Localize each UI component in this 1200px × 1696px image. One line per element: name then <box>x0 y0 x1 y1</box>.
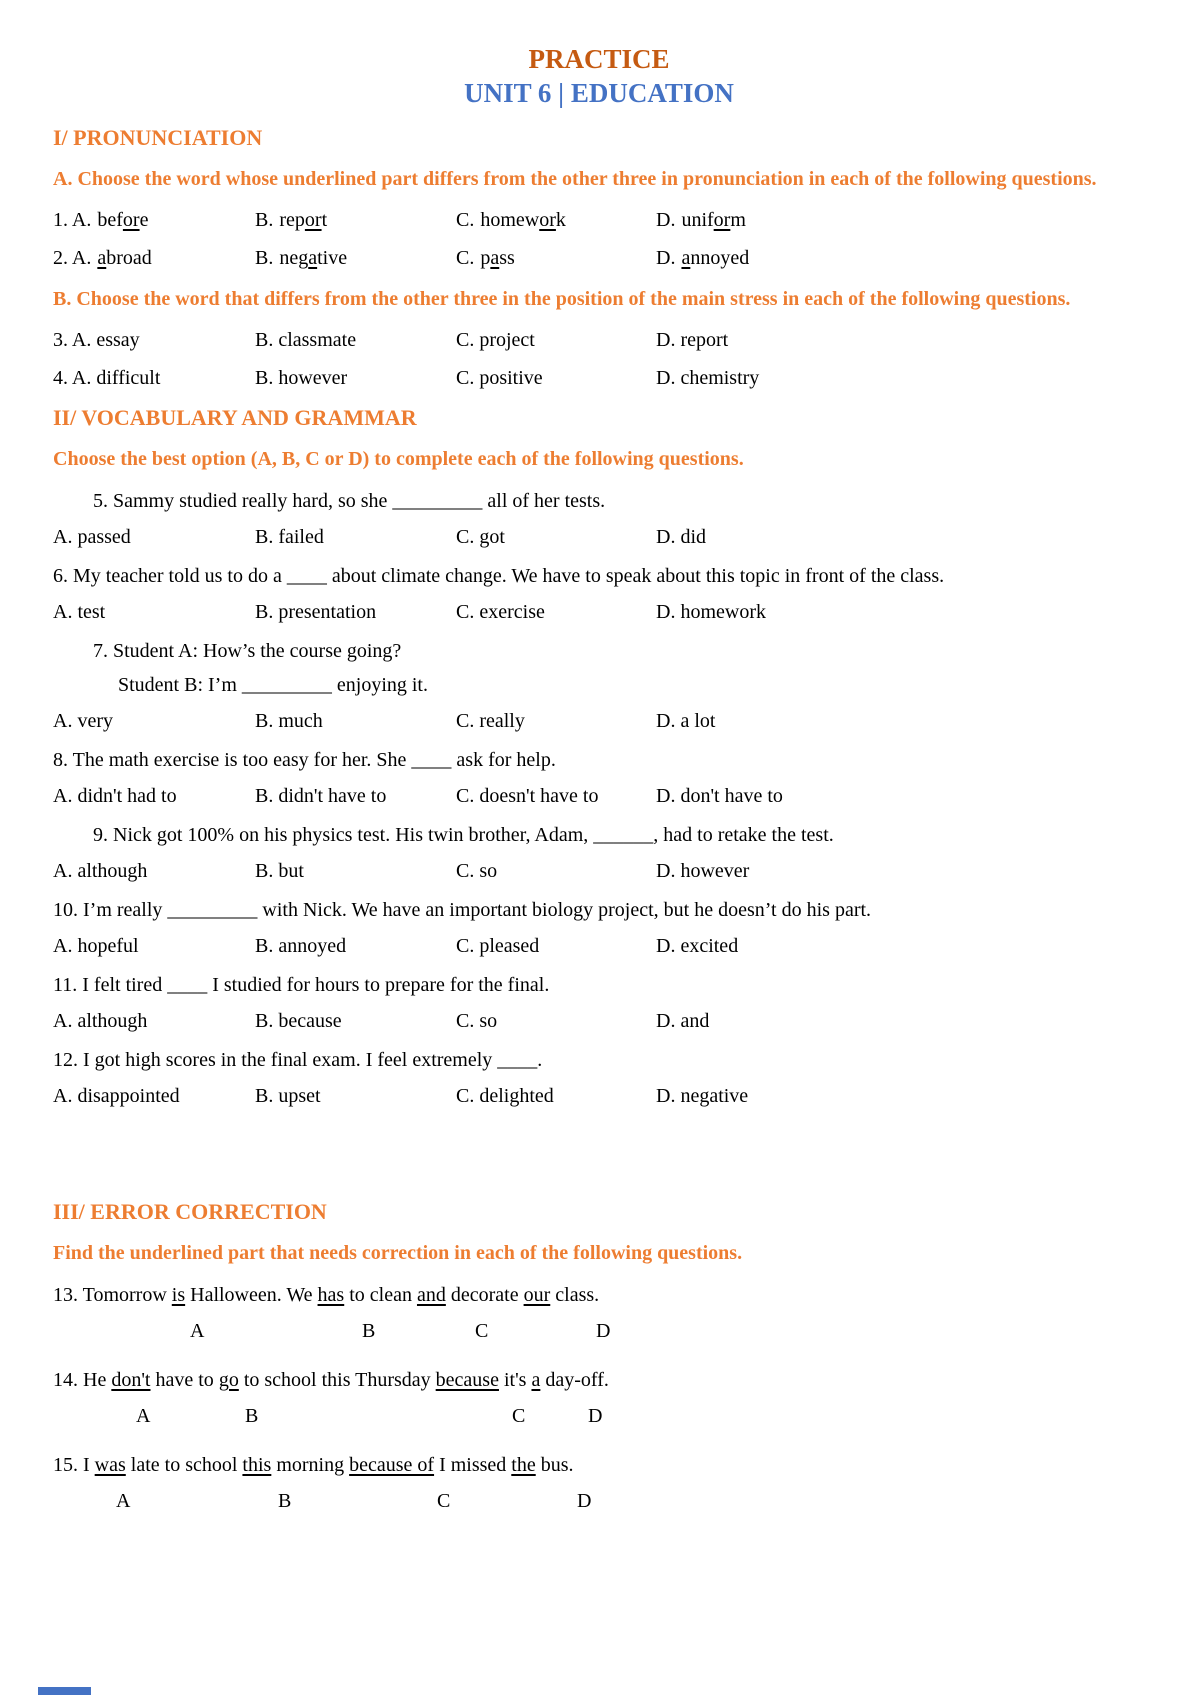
q15-letter-b: B <box>278 1490 292 1512</box>
word: uniform <box>681 209 746 231</box>
q11-option-d: D. and <box>656 1010 710 1032</box>
q5-option-d: D. did <box>656 526 706 548</box>
question-10-options <box>53 935 1145 957</box>
question-8-stem: 8. The math exercise is too easy for her. She ____ ask for help. <box>53 749 556 771</box>
q10-option-c: C. pleased <box>456 935 540 957</box>
q2-option-b <box>255 247 456 269</box>
q2-option-d <box>656 247 1145 269</box>
q13-letter-c: C <box>475 1320 489 1342</box>
question-11-options <box>53 1010 1145 1032</box>
q13-letter-a: A <box>190 1320 205 1342</box>
question-5-options <box>53 526 1145 548</box>
option-label: 1. A. <box>53 209 92 231</box>
instruction-vocabulary: Choose the best option (A, B, C or D) to complete each of the following questions. <box>53 448 744 470</box>
option-label: B. <box>255 209 274 231</box>
q1-option-d <box>656 209 1145 231</box>
q11-option-c: C. so <box>456 1010 498 1032</box>
question-1-row <box>53 209 1145 231</box>
option-label: D. <box>656 247 676 269</box>
question-7-options <box>53 710 1145 732</box>
q10-option-b: B. annoyed <box>255 935 347 957</box>
underlined-word: don't <box>111 1369 151 1391</box>
q5-option-c: C. got <box>456 526 505 548</box>
underlined-part: or <box>539 209 556 231</box>
q5-option-a: A. passed <box>53 526 131 548</box>
question-13-letters <box>53 1320 1145 1344</box>
underlined-word: this <box>242 1454 272 1476</box>
q9-option-a: A. although <box>53 860 148 882</box>
question-14-letters <box>53 1405 1145 1429</box>
q4-option-c: C. positive <box>456 367 543 389</box>
q13-letter-b: B <box>362 1320 376 1342</box>
question-5-stem: 5. Sammy studied really hard, so she _________ all of her tests. <box>93 490 606 512</box>
q14-letter-c: C <box>512 1405 526 1427</box>
q15-letter-c: C <box>437 1490 451 1512</box>
underlined-word: our <box>523 1284 551 1306</box>
q13-letter-d: D <box>596 1320 611 1342</box>
option-label: D. <box>656 209 676 231</box>
q8-option-c: C. doesn't have to <box>456 785 599 807</box>
page-subtitle: UNIT 6 | EDUCATION <box>464 78 734 108</box>
option-label: B. <box>255 247 274 269</box>
q3-option-c: C. project <box>456 329 535 351</box>
underlined-word: is <box>171 1284 186 1306</box>
underlined-part: or <box>713 209 731 231</box>
q7-option-d: D. a lot <box>656 710 716 732</box>
q4-option-b: B. however <box>255 367 348 389</box>
option-label: C. <box>456 209 475 231</box>
q14-letter-a: A <box>136 1405 151 1427</box>
word: abroad <box>97 247 152 269</box>
q15-letter-a: A <box>116 1490 131 1512</box>
underlined-part: a <box>490 247 500 269</box>
instruction-pronunciation-b: B. Choose the word that differs from the other three in the position of the main stress in each of the following questions. <box>53 288 1071 310</box>
question-4-row <box>53 367 1145 389</box>
q6-option-b: B. presentation <box>255 601 377 623</box>
q3-option-d: D. report <box>656 329 729 351</box>
underlined-word: go <box>218 1369 239 1391</box>
question-13-sentence: 13. Tomorrow is Halloween. We has to clean and decorate our class. <box>53 1284 600 1306</box>
q11-option-b: B. because <box>255 1010 342 1032</box>
q11-option-a: A. although <box>53 1010 148 1032</box>
section-1-heading: I/ PRONUNCIATION <box>53 125 263 150</box>
q6-option-d: D. homework <box>656 601 766 623</box>
question-9-stem: 9. Nick got 100% on his physics test. His twin brother, Adam, ______, had to retake the test. <box>93 824 834 846</box>
q14-letter-b: B <box>245 1405 259 1427</box>
word: negative <box>279 247 348 269</box>
q12-option-b: B. upset <box>255 1085 321 1107</box>
word: annoyed <box>681 247 750 269</box>
question-15-letters <box>53 1490 1145 1514</box>
section-3-heading: III/ ERROR CORRECTION <box>53 1199 327 1224</box>
q12-option-d: D. negative <box>656 1085 749 1107</box>
q8-option-a: A. didn't had to <box>53 785 177 807</box>
instruction-pronunciation-a: A. Choose the word whose underlined part differs from the other three in pronunciation in each of the following questions. <box>53 168 1097 190</box>
q10-option-d: D. excited <box>656 935 739 957</box>
option-label: 2. A. <box>53 247 92 269</box>
word: report <box>279 209 328 231</box>
question-7-stem-line1: 7. Student A: How’s the course going? <box>93 640 402 662</box>
q9-option-b: B. but <box>255 860 304 882</box>
q2-option-a <box>53 247 255 269</box>
underlined-part: a <box>97 247 107 269</box>
question-11-stem: 11. I felt tired ____ I studied for hours to prepare for the final. <box>53 974 550 996</box>
q4-option-a: 4. A. difficult <box>53 367 161 389</box>
underlined-word: was <box>94 1454 126 1476</box>
q2-option-c <box>456 247 656 269</box>
q5-option-b: B. failed <box>255 526 324 548</box>
q8-option-d: D. don't have to <box>656 785 783 807</box>
underlined-word: a <box>531 1369 541 1391</box>
question-6-stem: 6. My teacher told us to do a ____ about climate change. We have to speak about this topic in front of the class. <box>53 565 945 587</box>
underlined-word: and <box>416 1284 446 1306</box>
underlined-word: the <box>511 1454 536 1476</box>
section-2-heading: II/ VOCABULARY AND GRAMMAR <box>53 405 417 430</box>
question-7-stem-line2: Student B: I’m _________ enjoying it. <box>118 674 428 696</box>
q7-option-c: C. really <box>456 710 525 732</box>
blue-bar-decoration <box>38 1687 91 1695</box>
q6-option-a: A. test <box>53 601 106 623</box>
underlined-word: has <box>317 1284 345 1306</box>
word: before <box>97 209 149 231</box>
q3-option-a: 3. A. essay <box>53 329 140 351</box>
q4-option-d: D. chemistry <box>656 367 760 389</box>
q9-option-d: D. however <box>656 860 750 882</box>
question-12-stem: 12. I got high scores in the final exam. I feel extremely ____. <box>53 1049 543 1071</box>
underlined-word: because of <box>349 1454 435 1476</box>
q8-option-b: B. didn't have to <box>255 785 387 807</box>
q9-option-c: C. so <box>456 860 498 882</box>
q15-letter-d: D <box>577 1490 592 1512</box>
underlined-part: or <box>304 209 322 231</box>
option-label: C. <box>456 247 475 269</box>
question-8-options <box>53 785 1145 807</box>
q7-option-a: A. very <box>53 710 113 732</box>
q1-option-a <box>53 209 255 231</box>
q10-option-a: A. hopeful <box>53 935 139 957</box>
question-12-options <box>53 1085 1145 1107</box>
question-10-stem: 10. I’m really _________ with Nick. We have an important biology project, but he doesn’t do his part. <box>53 899 872 921</box>
q14-letter-d: D <box>588 1405 603 1427</box>
question-9-options <box>53 860 1145 882</box>
question-3-row <box>53 329 1145 351</box>
word: pass <box>480 247 515 269</box>
underlined-part: or <box>122 209 140 231</box>
page-title: PRACTICE <box>528 44 670 74</box>
question-14-sentence: 14. He don't have to go to school this Thursday because it's a day-off. <box>53 1369 609 1391</box>
underlined-part: a <box>308 247 318 269</box>
q1-option-b <box>255 209 456 231</box>
question-6-options <box>53 601 1145 623</box>
word: homework <box>480 209 566 231</box>
q6-option-c: C. exercise <box>456 601 545 623</box>
instruction-error-correction: Find the underlined part that needs correction in each of the following questions. <box>53 1242 743 1264</box>
q12-option-a: A. disappointed <box>53 1085 180 1107</box>
question-15-sentence: 15. I was late to school this morning because of I missed the bus. <box>53 1454 574 1476</box>
underlined-part: a <box>681 247 691 269</box>
q12-option-c: C. delighted <box>456 1085 554 1107</box>
underlined-word: because <box>435 1369 499 1391</box>
q7-option-b: B. much <box>255 710 323 732</box>
q3-option-b: B. classmate <box>255 329 357 351</box>
question-2-row <box>53 247 1145 269</box>
q1-option-c <box>456 209 656 231</box>
